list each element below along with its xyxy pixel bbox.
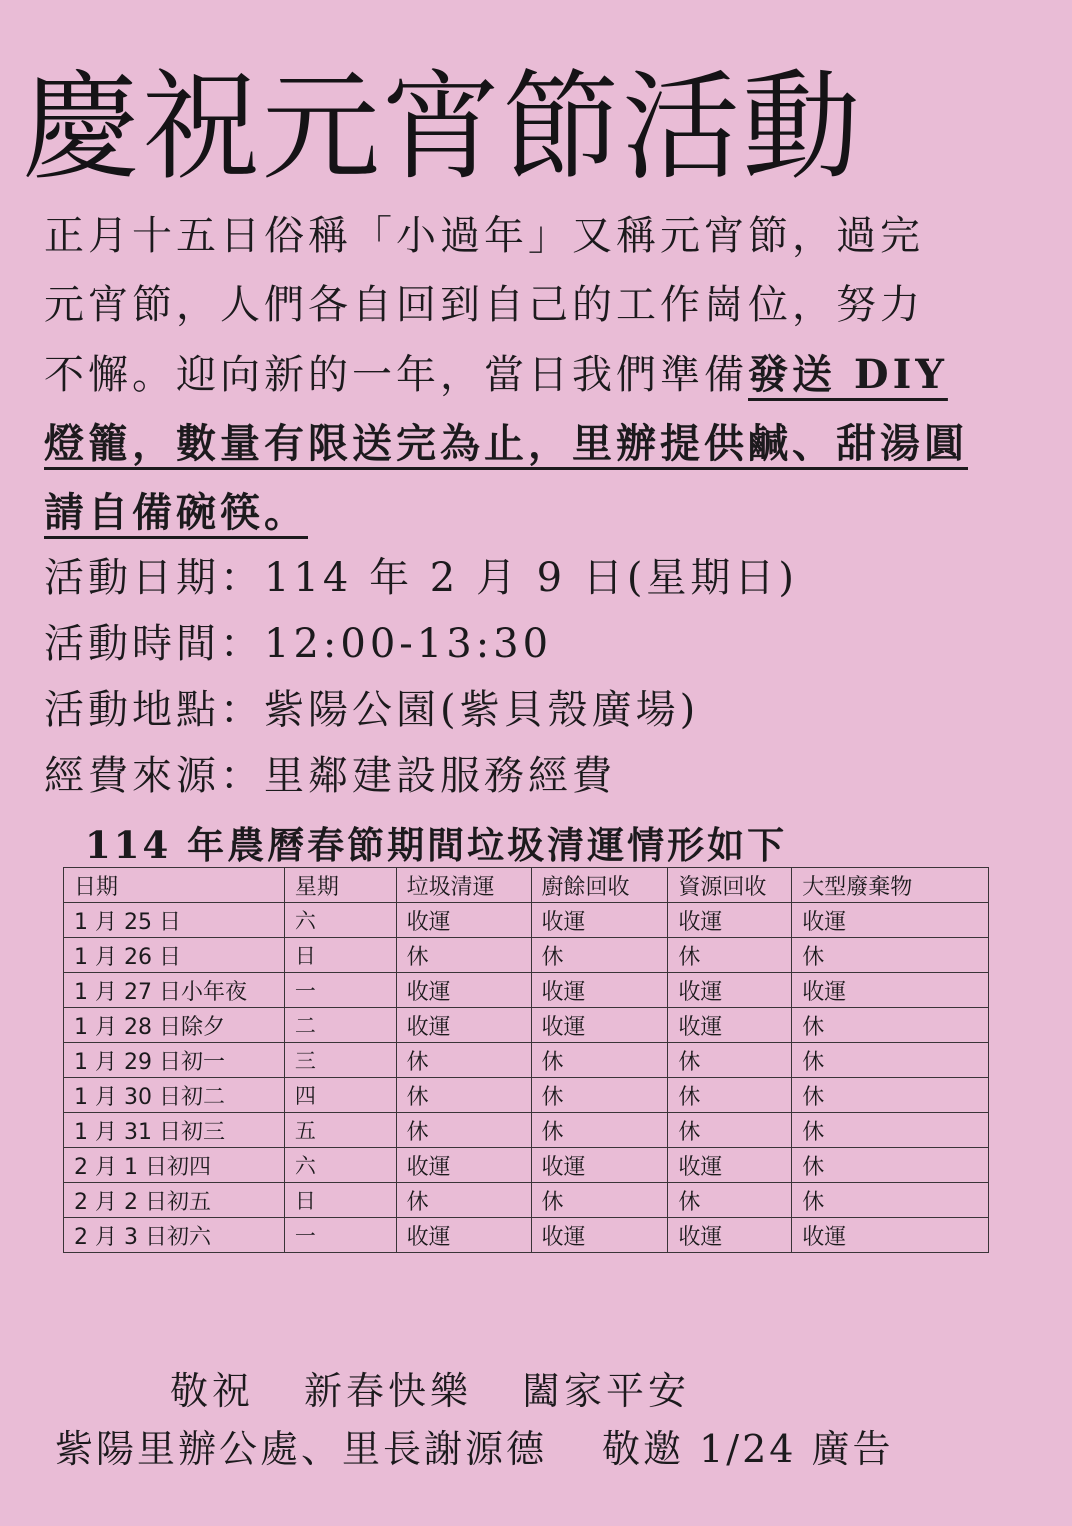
header-bulky-waste: 大型廢棄物 (792, 868, 989, 903)
cell-food-waste: 休 (531, 938, 668, 973)
intro-line-3-emphasis: 發送 DIY (748, 351, 948, 398)
cell-recycling: 休 (668, 1183, 792, 1218)
event-time-value: 12:00-13:30 (264, 621, 553, 667)
cell-food-waste: 收運 (531, 973, 668, 1008)
cell-date: 1 月 29 日初一 (64, 1043, 285, 1078)
event-place-row (44, 677, 1044, 743)
cell-garbage: 收運 (396, 1218, 531, 1253)
cell-weekday: 日 (284, 938, 396, 973)
cell-weekday: 五 (284, 1113, 396, 1148)
table-row (64, 1113, 989, 1148)
cell-bulky-waste: 收運 (792, 973, 989, 1008)
event-place-value: 紫陽公園(紫貝殼廣場) (264, 687, 700, 733)
cell-food-waste: 休 (531, 1078, 668, 1113)
cell-food-waste: 收運 (531, 903, 668, 938)
cell-date: 2 月 3 日初六 (64, 1218, 285, 1253)
cell-recycling: 休 (668, 1078, 792, 1113)
cell-bulky-waste: 休 (792, 938, 989, 973)
cell-garbage: 收運 (396, 903, 531, 938)
greeting-part-3: 闔家平安 (522, 1369, 691, 1413)
cell-bulky-waste: 休 (792, 1078, 989, 1113)
cell-date: 1 月 31 日初三 (64, 1113, 285, 1148)
schedule-title: 114 年農曆春節期間垃圾清運情形如下 (85, 823, 788, 867)
table-row (64, 903, 989, 938)
cell-weekday: 日 (284, 1183, 396, 1218)
greeting-part-1: 敬祝 (170, 1369, 255, 1413)
cell-garbage: 休 (396, 1043, 531, 1078)
cell-food-waste: 收運 (531, 1148, 668, 1183)
intro-line-4-emphasis: 燈籠，數量有限送完為止，里辦提供鹹、甜湯圓 (44, 420, 968, 467)
cell-date: 1 月 26 日 (64, 938, 285, 973)
cell-recycling: 休 (668, 1113, 792, 1148)
cell-recycling: 收運 (668, 1008, 792, 1043)
cell-date: 1 月 25 日 (64, 903, 285, 938)
cell-bulky-waste: 休 (792, 1008, 989, 1043)
cell-garbage: 休 (396, 1113, 531, 1148)
table-row (64, 1043, 989, 1078)
intro-line-4 (44, 409, 1054, 478)
cell-date: 1 月 28 日除夕 (64, 1008, 285, 1043)
intro-paragraph (44, 202, 1054, 547)
cell-weekday: 三 (284, 1043, 396, 1078)
cell-bulky-waste: 休 (792, 1148, 989, 1183)
cell-recycling: 收運 (668, 1148, 792, 1183)
header-recycling: 資源回收 (668, 868, 792, 903)
cell-garbage: 收運 (396, 1008, 531, 1043)
event-funding-row (44, 743, 1044, 809)
cell-date: 2 月 1 日初四 (64, 1148, 285, 1183)
cell-garbage: 休 (396, 938, 531, 973)
event-place-label: 活動地點： (44, 687, 264, 733)
cell-recycling: 收運 (668, 1218, 792, 1253)
event-funding-value: 里鄰建設服務經費 (264, 753, 616, 799)
cell-weekday: 二 (284, 1008, 396, 1043)
table-row (64, 938, 989, 973)
cell-food-waste: 休 (531, 1113, 668, 1148)
signature-line (55, 1418, 1055, 1473)
garbage-schedule-table (63, 867, 989, 1253)
cell-weekday: 四 (284, 1078, 396, 1113)
table-row (64, 1078, 989, 1113)
cell-garbage: 收運 (396, 973, 531, 1008)
cell-weekday: 六 (284, 1148, 396, 1183)
cell-bulky-waste: 收運 (792, 1218, 989, 1253)
cell-weekday: 一 (284, 1218, 396, 1253)
cell-bulky-waste: 休 (792, 1113, 989, 1148)
cell-date: 1 月 30 日初二 (64, 1078, 285, 1113)
cell-garbage: 休 (396, 1078, 531, 1113)
cell-recycling: 休 (668, 938, 792, 973)
event-date-row (44, 545, 1044, 611)
intro-line-3-plain: 不懈。迎向新的一年，當日我們準備 (44, 352, 748, 398)
table-row (64, 973, 989, 1008)
intro-line-5 (44, 478, 1054, 547)
cell-recycling: 休 (668, 1043, 792, 1078)
cell-food-waste: 休 (531, 1183, 668, 1218)
cell-food-waste: 休 (531, 1043, 668, 1078)
event-funding-label: 經費來源： (44, 753, 264, 799)
table-row (64, 1148, 989, 1183)
greeting-part-2: 新春快樂 (304, 1369, 473, 1413)
header-garbage: 垃圾清運 (396, 868, 531, 903)
cell-recycling: 收運 (668, 973, 792, 1008)
intro-line-1: 正月十五日俗稱「小過年」又稱元宵節，過完 (44, 213, 924, 259)
intro-line-3 (44, 340, 1054, 409)
closing-greeting (170, 1360, 690, 1415)
cell-food-waste: 收運 (531, 1008, 668, 1043)
intro-line-2: 元宵節，人們各自回到自己的工作崗位，努力 (44, 282, 924, 328)
signature-org: 紫陽里辦公處、里長謝源德 (55, 1427, 548, 1471)
event-date-label: 活動日期： (44, 555, 264, 601)
header-food-waste: 廚餘回收 (531, 868, 668, 903)
cell-bulky-waste: 收運 (792, 903, 989, 938)
cell-recycling: 收運 (668, 903, 792, 938)
table-row (64, 1008, 989, 1043)
table-row (64, 1183, 989, 1218)
event-date-value: 114 年 2 月 9 日(星期日) (264, 555, 799, 601)
cell-food-waste: 收運 (531, 1218, 668, 1253)
cell-bulky-waste: 休 (792, 1043, 989, 1078)
cell-date: 2 月 2 日初五 (64, 1183, 285, 1218)
cell-garbage: 收運 (396, 1148, 531, 1183)
intro-line-5-emphasis: 請自備碗筷。 (44, 489, 308, 536)
cell-bulky-waste: 休 (792, 1183, 989, 1218)
event-info (44, 545, 1044, 809)
cell-garbage: 休 (396, 1183, 531, 1218)
header-date: 日期 (64, 868, 285, 903)
cell-weekday: 六 (284, 903, 396, 938)
event-time-label: 活動時間： (44, 621, 264, 667)
cell-weekday: 一 (284, 973, 396, 1008)
signature-invite: 敬邀 1/24 廣告 (602, 1427, 894, 1471)
cell-date: 1 月 27 日小年夜 (64, 973, 285, 1008)
table-row (64, 1218, 989, 1253)
flyer-title: 慶祝元宵節活動 (22, 58, 863, 196)
table-header-row (64, 868, 989, 903)
header-weekday: 星期 (284, 868, 396, 903)
event-time-row (44, 611, 1044, 677)
